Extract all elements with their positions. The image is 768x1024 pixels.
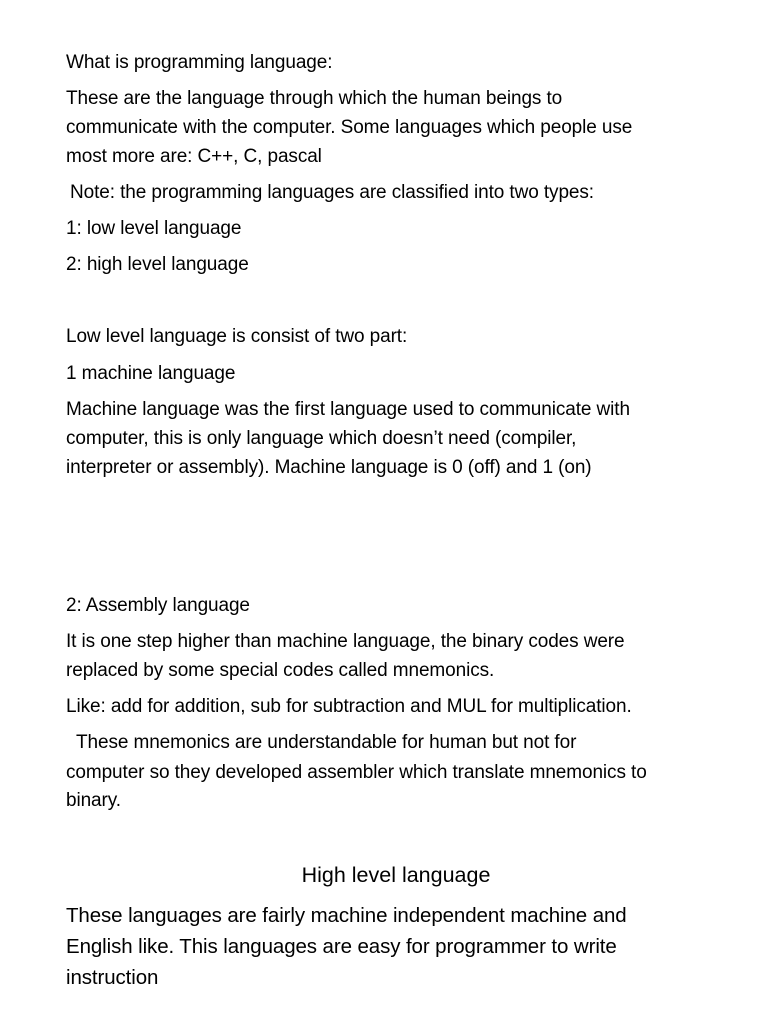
mnemonics-line-1: These mnemonics are understandable for human but not for <box>76 732 577 753</box>
intro-title: What is programming language: <box>66 52 333 73</box>
assembly-language-heading: 2: Assembly language <box>66 595 250 616</box>
definition-line-3: most more are: C++, C, pascal <box>66 146 322 167</box>
high-level-line-3: instruction <box>66 966 159 989</box>
assembly-example: Like: add for addition, sub for subtraction and MUL for multiplication. <box>66 696 632 717</box>
machine-language-line-2: computer, this is only language which doesn’t need (compiler, <box>66 428 577 449</box>
machine-language-line-3: interpreter or assembly). Machine language is 0 (off) and 1 (on) <box>66 457 592 478</box>
type-2-item: 2: high level language <box>66 254 249 275</box>
high-level-heading: High level language <box>301 863 491 887</box>
machine-language-line-1: Machine language was the first language used to communicate with <box>66 399 630 420</box>
classification-note: Note: the programming languages are classified into two types: <box>70 182 594 203</box>
high-level-line-1: These languages are fairly machine independent machine and <box>66 904 627 927</box>
mnemonics-line-3: binary. <box>66 790 121 811</box>
definition-line-2: communicate with the computer. Some languages which people use <box>66 117 633 138</box>
machine-language-heading: 1 machine language <box>66 363 236 384</box>
assembly-language-line-2: replaced by some special codes called mnemonics. <box>66 660 495 681</box>
high-level-line-2: English like. This languages are easy for programmer to write <box>66 935 617 958</box>
assembly-language-line-1: It is one step higher than machine language, the binary codes were <box>66 631 625 652</box>
mnemonics-line-2: computer so they developed assembler which translate mnemonics to <box>66 762 647 783</box>
type-1-item: 1: low level language <box>66 218 242 239</box>
low-level-intro: Low level language is consist of two part: <box>66 326 408 347</box>
definition-line-1: These are the language through which the human beings to <box>66 88 563 109</box>
